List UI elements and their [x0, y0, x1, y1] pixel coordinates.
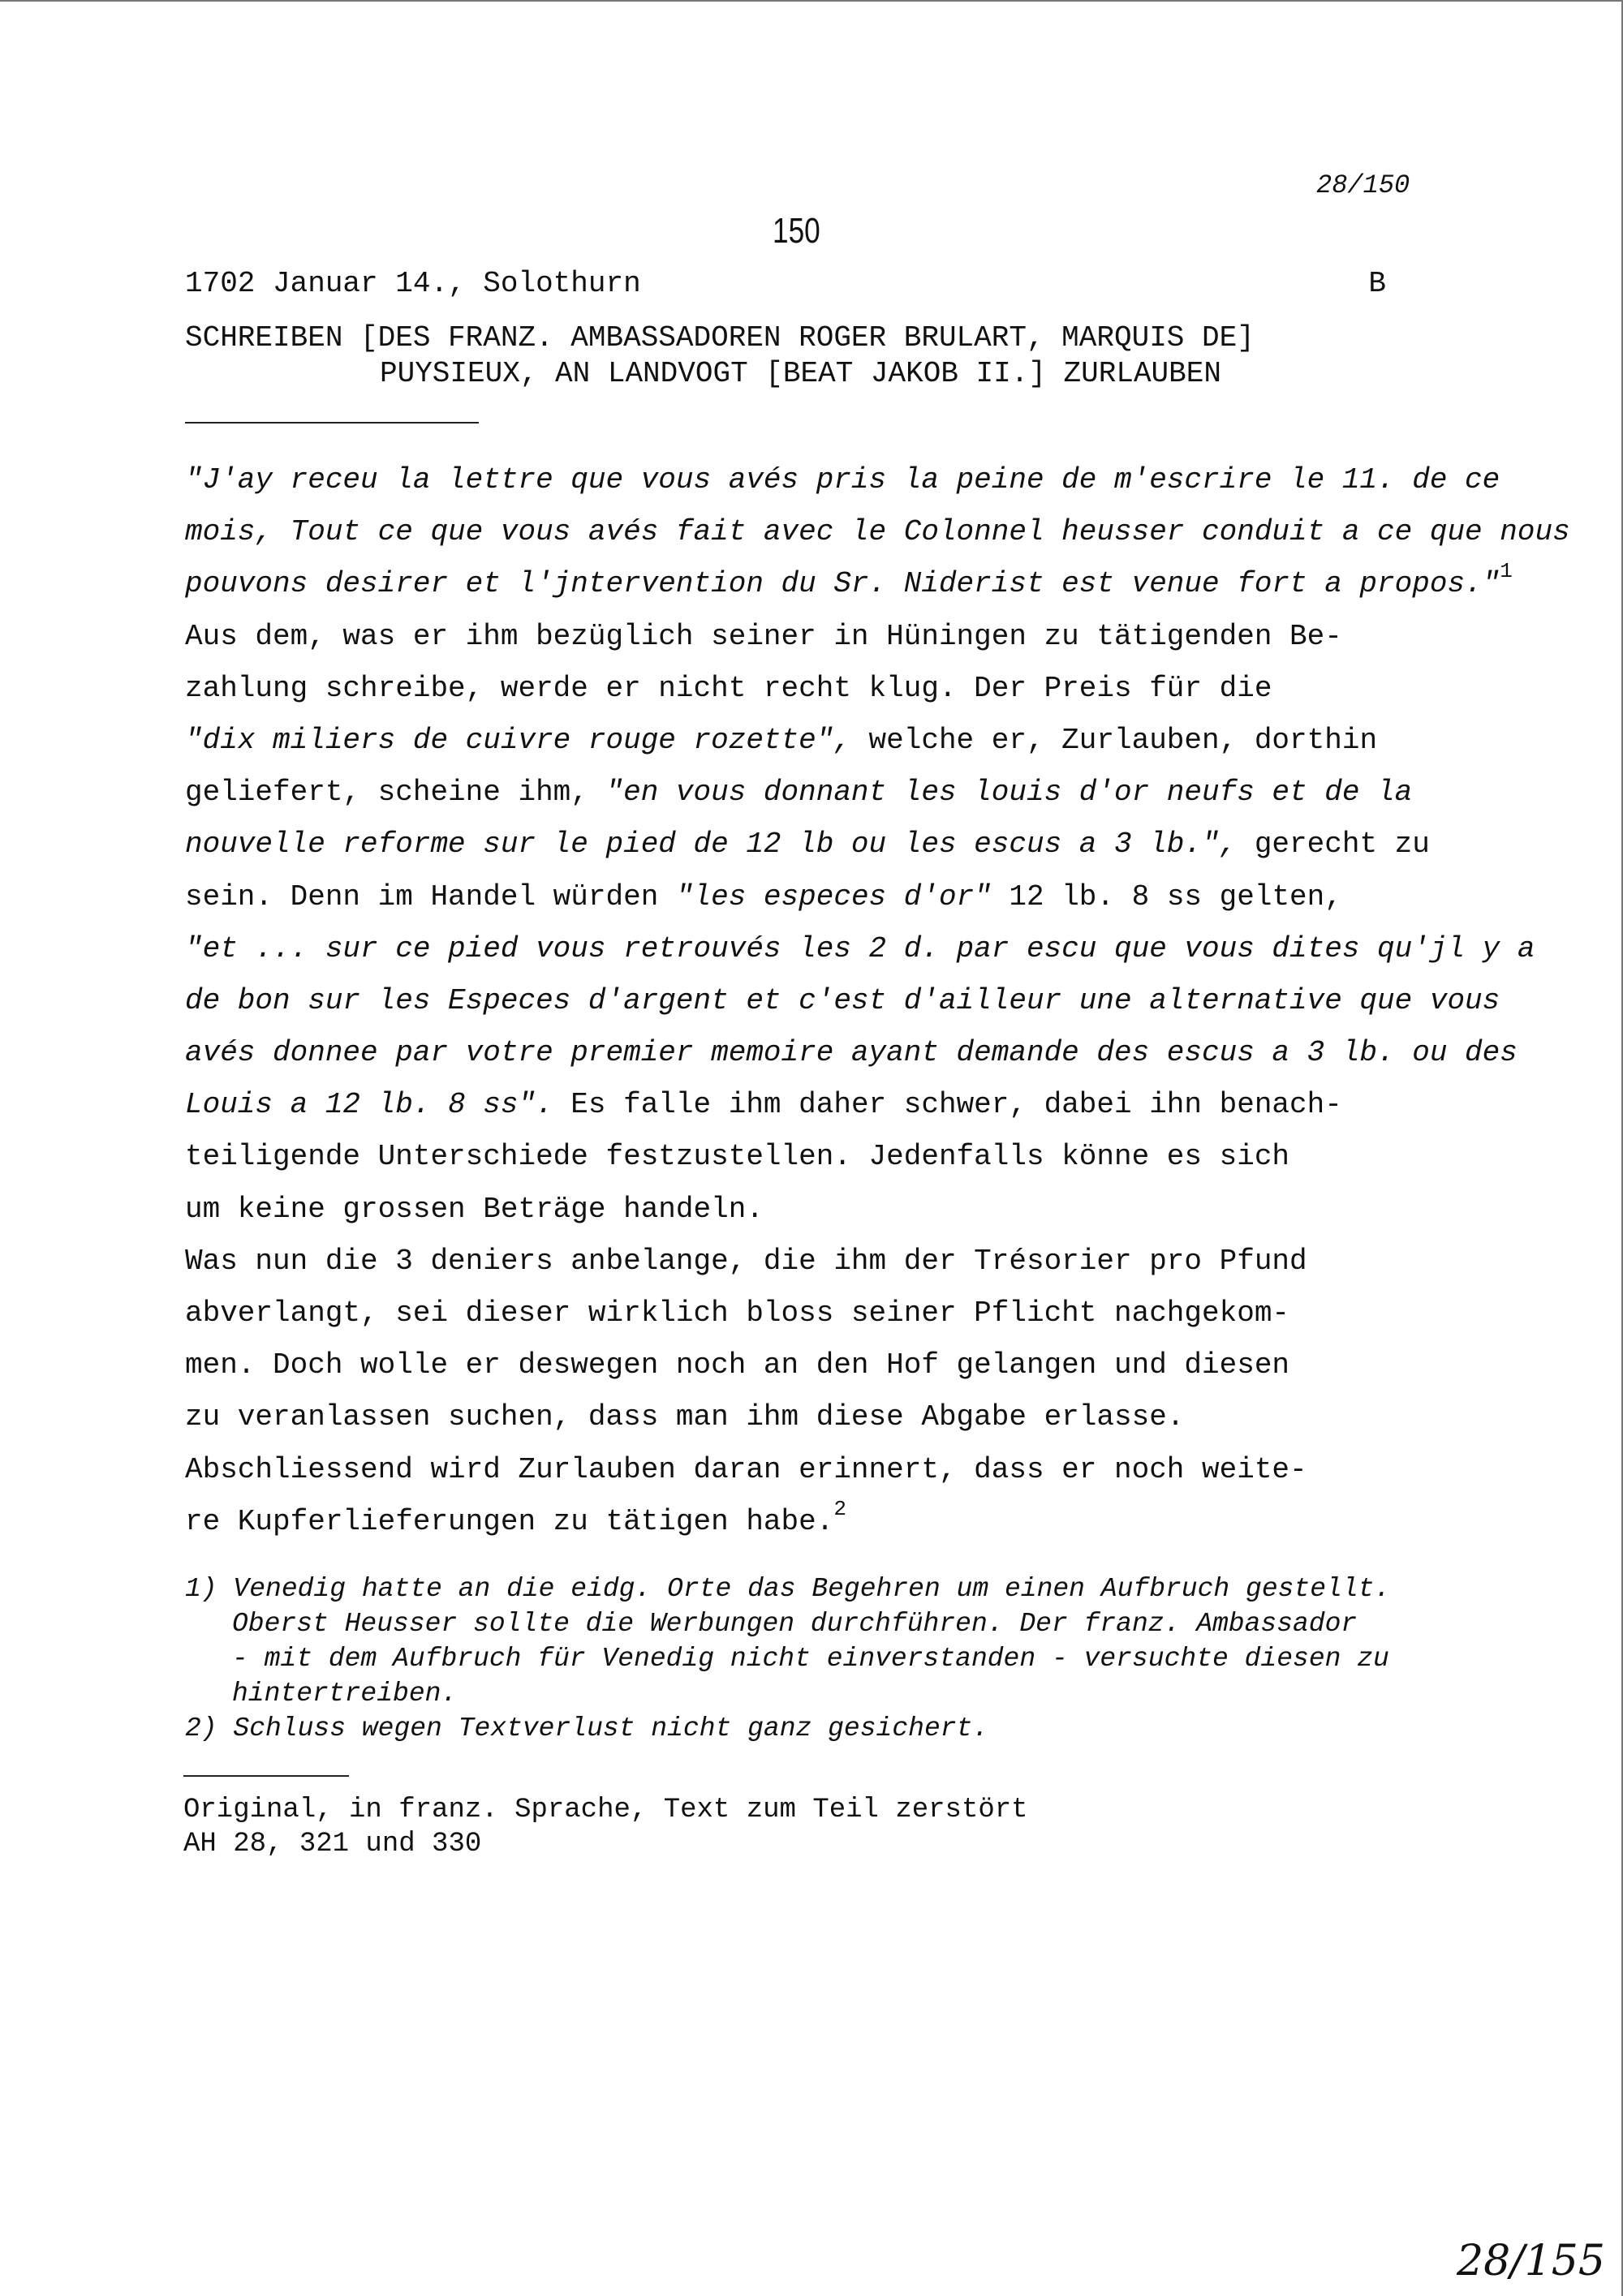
date-place: 1702 Januar 14., Solothurn — [185, 267, 641, 300]
quote-text: de bon sur les Especes d'argent et c'est d'ailleur une alternative que vous — [185, 983, 1500, 1017]
footnote-2: 2) Schluss wegen Textverlust nicht ganz gesichert. — [185, 1713, 989, 1743]
body-text: gerecht zu — [1237, 828, 1430, 862]
title-line-2: PUYSIEUX, AN LANDVOGT [BEAT JAKOB II.] ZURLAUBEN — [380, 357, 1221, 390]
body-line — [185, 1079, 1565, 1131]
document-title — [185, 320, 1255, 392]
body-text: welche er, Zurlauben, dorthin — [850, 723, 1378, 757]
body-line: zu veranlassen suchen, dass man ihm diese Abgabe erlasse. — [185, 1400, 1185, 1434]
body-line: um keine grossen Beträge handeln. — [185, 1192, 764, 1226]
body-line — [185, 558, 1565, 610]
body-text: geliefert, scheine ihm, — [185, 776, 606, 810]
quote-text: "et ... sur ce pied vous retrouvés les 2 d. par escu que vous dites qu'jl y a — [185, 931, 1535, 965]
quote-text: nouvelle reforme sur le pied de 12 lb ou les escus a 3 lb.", — [185, 828, 1238, 862]
class-letter: B — [1368, 267, 1386, 300]
body-line: men. Doch wolle er deswegen noch an den Hof gelangen und diesen — [185, 1348, 1290, 1382]
body-line — [185, 767, 1565, 819]
body-line — [185, 871, 1565, 923]
body-text: 12 lb. 8 ss gelten, — [991, 879, 1342, 914]
body-line — [185, 715, 1565, 767]
body-line: Aus dem, was er ihm bezüglich seiner in Hüningen zu tätigenden Be- — [185, 619, 1342, 653]
source-line-1: Original, in franz. Sprache, Text zum Teil zerstört — [183, 1795, 1028, 1825]
document-body — [185, 454, 1570, 1548]
body-line: Was nun die 3 deniers anbelange, die ihm der Trésorier pro Pfund — [185, 1244, 1307, 1278]
body-line — [185, 1496, 1565, 1548]
source-divider — [183, 1775, 349, 1777]
quote-text: "en vous donnant les louis d'or neufs et de la — [605, 776, 1413, 810]
body-text: re Kupferlieferungen zu tätigen habe. — [185, 1504, 834, 1538]
body-line — [185, 454, 1565, 506]
footnote-1-line: Oberst Heusser sollte die Werbungen durchführen. Der franz. Ambassador — [232, 1609, 1358, 1639]
document-number: 150 — [773, 211, 820, 251]
body-line — [185, 975, 1565, 1027]
quote-text: Louis a 12 lb. 8 ss". — [185, 1088, 553, 1122]
page-reference: 28/150 — [1316, 170, 1410, 200]
handwritten-page-number: 28/155 — [1457, 2237, 1605, 2285]
footnote-marker: 1 — [1500, 559, 1513, 584]
quote-text: mois, Tout ce que vous avés fait avec le Colonnel heusser conduit a ce que nous — [185, 515, 1570, 549]
quote-text: "J'ay receu la lettre que vous avés pris la peine de m'escrire le 11. de ce — [185, 463, 1500, 497]
body-line — [185, 1027, 1565, 1079]
footnotes — [185, 1572, 1390, 1746]
body-line — [185, 923, 1565, 975]
body-line: teiligende Unterschiede festzustellen. Jedenfalls könne es sich — [185, 1140, 1290, 1174]
quote-text: "dix miliers de cuivre rouge rozette", — [185, 723, 851, 757]
body-line — [185, 819, 1565, 871]
footnote-marker: 2 — [833, 1496, 846, 1521]
body-line: Abschliessend wird Zurlauben daran erinnert, dass er noch weite- — [185, 1452, 1307, 1486]
body-line: zahlung schreibe, werde er nicht recht klug. Der Preis für die — [185, 671, 1272, 705]
footnote-1-line: 1) Venedig hatte an die eidg. Orte das Begehren um einen Aufbruch gestellt. — [185, 1574, 1391, 1604]
title-divider — [185, 422, 479, 424]
footnote-1-line: - mit dem Aufbruch für Venedig nicht einverstanden - versuchte diesen zu — [232, 1644, 1389, 1674]
body-text: Es falle ihm daher schwer, dabei ihn benach- — [553, 1088, 1342, 1122]
source-note — [183, 1793, 1028, 1861]
body-text: sein. Denn im Handel würden — [185, 879, 676, 914]
quote-text: "les especes d'or" — [675, 879, 992, 914]
body-line — [185, 506, 1570, 558]
source-line-2: AH 28, 321 und 330 — [183, 1829, 482, 1860]
quote-text: pouvons desirer et l'jntervention du Sr. Niderist est venue fort a propos." — [185, 567, 1500, 601]
header-line — [185, 267, 1386, 300]
title-line-1: SCHREIBEN [DES FRANZ. AMBASSADOREN ROGER BRULART, MARQUIS DE] — [185, 321, 1255, 355]
footnote-1-line: hintertreiben. — [232, 1679, 458, 1709]
body-line: abverlangt, sei dieser wirklich bloss seiner Pflicht nachgekom- — [185, 1296, 1290, 1330]
quote-text: avés donnee par votre premier memoire ayant demande des escus a 3 lb. ou des — [185, 1036, 1518, 1070]
